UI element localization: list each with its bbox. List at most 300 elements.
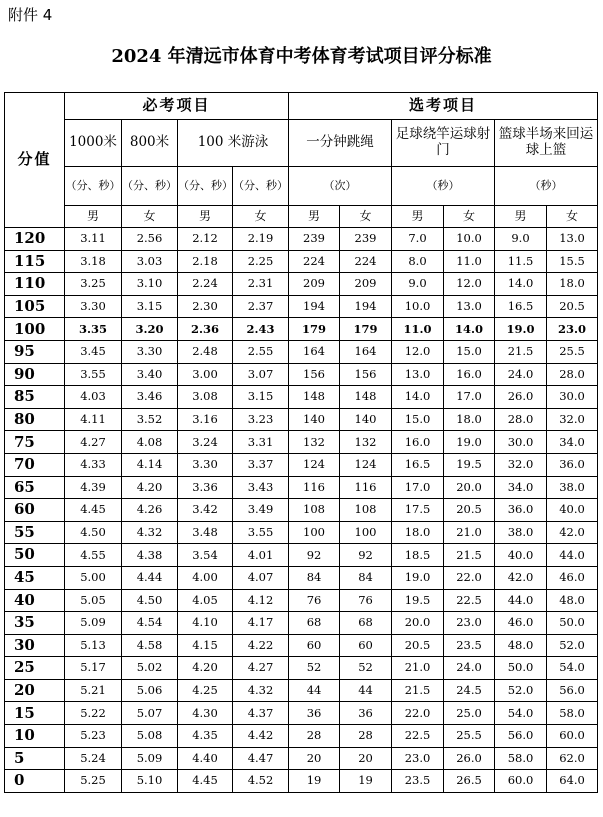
table-cell: 108 [289,499,340,522]
table-cell: 4.54 [122,612,178,635]
table-cell: 4.40 [178,747,233,770]
table-cell: 17.5 [392,499,444,522]
table-cell: 3.18 [65,250,122,273]
table-cell: 2.25 [233,250,289,273]
table-row [5,702,598,725]
table-cell: 4.10 [178,612,233,635]
table-cell: 3.46 [122,386,178,409]
table-cell: 2.48 [178,340,233,363]
table-cell: 5.02 [122,657,178,680]
table-cell: 19 [289,770,340,793]
table-cell: 8.0 [392,250,444,273]
table-cell: 46.0 [547,566,598,589]
unit-rope: （次） [289,167,392,206]
table-cell: 23.5 [444,634,495,657]
table-cell: 28 [289,725,340,748]
table-cell: 179 [289,318,340,341]
table-cell: 56.0 [547,679,598,702]
table-cell: 3.54 [178,544,233,567]
table-cell: 100 [340,521,392,544]
gender-label: 女 [444,206,495,228]
table-cell: 4.00 [178,566,233,589]
scoring-standard-table [4,92,598,793]
table-cell: 2.36 [178,318,233,341]
table-cell: 5.00 [65,566,122,589]
score-cell: 45 [5,566,65,589]
table-cell: 4.26 [122,499,178,522]
table-row [5,228,598,251]
table-cell: 194 [289,295,340,318]
table-cell: 44.0 [495,589,547,612]
score-cell: 50 [5,544,65,567]
table-cell: 4.42 [233,725,289,748]
table-cell: 156 [289,363,340,386]
table-cell: 14.0 [495,273,547,296]
score-cell: 70 [5,453,65,476]
table-cell: 4.58 [122,634,178,657]
table-row [5,476,598,499]
table-cell: 16.0 [392,431,444,454]
event-1000m-header: 1000米 [65,120,122,167]
table-cell: 7.0 [392,228,444,251]
table-cell: 3.36 [178,476,233,499]
table-cell: 30.0 [495,431,547,454]
table-cell: 3.16 [178,408,233,431]
table-cell: 42.0 [495,566,547,589]
table-cell: 36.0 [495,499,547,522]
table-cell: 3.55 [65,363,122,386]
score-cell: 5 [5,747,65,770]
table-cell: 140 [340,408,392,431]
table-cell: 12.0 [392,340,444,363]
table-cell: 22.0 [392,702,444,725]
table-cell: 25.5 [444,725,495,748]
table-cell: 5.06 [122,679,178,702]
table-row [5,747,598,770]
table-cell: 5.22 [65,702,122,725]
table-cell: 4.35 [178,725,233,748]
table-cell: 148 [289,386,340,409]
table-cell: 209 [289,273,340,296]
table-cell: 3.55 [233,521,289,544]
table-cell: 25.0 [444,702,495,725]
table-cell: 92 [289,544,340,567]
table-cell: 124 [289,453,340,476]
table-cell: 21.5 [392,679,444,702]
table-cell: 22.5 [392,725,444,748]
table-row [5,363,598,386]
score-cell: 10 [5,725,65,748]
table-cell: 50.0 [495,657,547,680]
table-cell: 2.19 [233,228,289,251]
table-cell: 4.08 [122,431,178,454]
gender-label: 女 [233,206,289,228]
table-cell: 17.0 [392,476,444,499]
table-cell: 4.22 [233,634,289,657]
table-cell: 4.32 [122,521,178,544]
table-cell: 48.0 [495,634,547,657]
table-cell: 19.0 [444,431,495,454]
event-basketball-header: 篮球半场来回运球上篮 [495,120,598,167]
table-cell: 4.03 [65,386,122,409]
score-cell: 40 [5,589,65,612]
score-cell: 65 [5,476,65,499]
score-cell: 20 [5,679,65,702]
table-cell: 36 [289,702,340,725]
table-cell: 28 [340,725,392,748]
table-cell: 108 [340,499,392,522]
table-row [5,566,598,589]
table-cell: 4.15 [178,634,233,657]
table-cell: 3.49 [233,499,289,522]
table-cell: 4.45 [65,499,122,522]
table-cell: 26.0 [495,386,547,409]
table-cell: 4.32 [233,679,289,702]
table-cell: 5.09 [65,612,122,635]
table-cell: 3.30 [122,340,178,363]
table-cell: 58.0 [547,702,598,725]
table-cell: 84 [340,566,392,589]
table-cell: 4.38 [122,544,178,567]
score-cell: 115 [5,250,65,273]
score-cell: 25 [5,657,65,680]
gender-label: 男 [178,206,233,228]
score-cell: 95 [5,340,65,363]
table-cell: 52 [340,657,392,680]
table-cell: 64.0 [547,770,598,793]
table-cell: 44 [340,679,392,702]
score-cell: 35 [5,612,65,635]
table-cell: 13.0 [547,228,598,251]
table-row [5,770,598,793]
table-cell: 4.52 [233,770,289,793]
table-row [5,431,598,454]
table-cell: 11.0 [392,318,444,341]
table-cell: 3.37 [233,453,289,476]
unit-soccer: （秒） [392,167,495,206]
table-cell: 18.0 [392,521,444,544]
table-cell: 224 [289,250,340,273]
table-cell: 3.23 [233,408,289,431]
gender-label: 男 [392,206,444,228]
table-cell: 3.30 [65,295,122,318]
table-cell: 4.17 [233,612,289,635]
table-cell: 2.37 [233,295,289,318]
table-cell: 13.0 [392,363,444,386]
table-cell: 4.20 [178,657,233,680]
table-cell: 48.0 [547,589,598,612]
table-cell: 36.0 [547,453,598,476]
table-cell: 20.5 [547,295,598,318]
score-column-header: 分值 [5,93,65,228]
table-cell: 20.0 [444,476,495,499]
table-row [5,679,598,702]
table-cell: 100 [289,521,340,544]
table-cell: 11.0 [444,250,495,273]
table-cell: 116 [340,476,392,499]
table-cell: 26.5 [444,770,495,793]
table-cell: 5.21 [65,679,122,702]
table-cell: 179 [340,318,392,341]
table-cell: 30.0 [547,386,598,409]
table-cell: 19.0 [392,566,444,589]
table-cell: 3.43 [233,476,289,499]
table-cell: 23.0 [547,318,598,341]
table-cell: 42.0 [547,521,598,544]
score-cell: 55 [5,521,65,544]
score-cell: 85 [5,386,65,409]
table-cell: 56.0 [495,725,547,748]
table-cell: 28.0 [495,408,547,431]
table-cell: 3.11 [65,228,122,251]
table-cell: 32.0 [495,453,547,476]
table-cell: 3.31 [233,431,289,454]
score-cell: 110 [5,273,65,296]
table-cell: 3.35 [65,318,122,341]
table-cell: 19.5 [392,589,444,612]
score-cell: 0 [5,770,65,793]
table-cell: 224 [340,250,392,273]
unit-800m: （分、秒） [122,167,178,206]
table-cell: 34.0 [495,476,547,499]
table-cell: 5.10 [122,770,178,793]
table-cell: 44.0 [547,544,598,567]
table-row [5,725,598,748]
gender-label: 男 [495,206,547,228]
table-cell: 14.0 [392,386,444,409]
table-row [5,273,598,296]
table-cell: 5.09 [122,747,178,770]
table-cell: 156 [340,363,392,386]
table-cell: 2.24 [178,273,233,296]
table-cell: 26.0 [444,747,495,770]
table-row [5,318,598,341]
table-cell: 5.23 [65,725,122,748]
table-cell: 4.01 [233,544,289,567]
table-row [5,499,598,522]
score-cell: 60 [5,499,65,522]
table-cell: 54.0 [495,702,547,725]
gender-label: 男 [289,206,340,228]
table-cell: 92 [340,544,392,567]
table-cell: 13.0 [444,295,495,318]
table-cell: 5.17 [65,657,122,680]
table-cell: 22.0 [444,566,495,589]
table-cell: 20 [289,747,340,770]
table-cell: 16.5 [392,453,444,476]
table-row [5,544,598,567]
table-cell: 116 [289,476,340,499]
unit-basketball: （秒） [495,167,598,206]
table-cell: 68 [289,612,340,635]
table-cell: 21.0 [392,657,444,680]
table-cell: 19.5 [444,453,495,476]
table-cell: 32.0 [547,408,598,431]
table-cell: 4.07 [233,566,289,589]
score-cell: 100 [5,318,65,341]
table-cell: 2.18 [178,250,233,273]
table-cell: 46.0 [495,612,547,635]
table-cell: 3.24 [178,431,233,454]
table-cell: 19.0 [495,318,547,341]
table-row [5,657,598,680]
table-cell: 4.14 [122,453,178,476]
score-cell: 90 [5,363,65,386]
table-cell: 76 [289,589,340,612]
table-cell: 4.47 [233,747,289,770]
table-row [5,612,598,635]
score-cell: 105 [5,295,65,318]
table-cell: 44 [289,679,340,702]
table-cell: 18.0 [444,408,495,431]
gender-label: 女 [340,206,392,228]
table-cell: 4.37 [233,702,289,725]
table-cell: 5.13 [65,634,122,657]
table-cell: 2.43 [233,318,289,341]
table-cell: 140 [289,408,340,431]
table-cell: 2.55 [233,340,289,363]
table-cell: 3.00 [178,363,233,386]
table-cell: 5.08 [122,725,178,748]
table-cell: 2.56 [122,228,178,251]
table-cell: 58.0 [495,747,547,770]
table-cell: 15.0 [392,408,444,431]
table-cell: 60.0 [547,725,598,748]
table-cell: 76 [340,589,392,612]
table-cell: 20.0 [392,612,444,635]
table-cell: 3.45 [65,340,122,363]
table-cell: 38.0 [547,476,598,499]
gender-label: 女 [122,206,178,228]
table-cell: 25.5 [547,340,598,363]
table-cell: 22.5 [444,589,495,612]
table-cell: 3.20 [122,318,178,341]
table-cell: 2.31 [233,273,289,296]
table-cell: 60 [289,634,340,657]
table-cell: 38.0 [495,521,547,544]
table-cell: 4.33 [65,453,122,476]
table-cell: 5.07 [122,702,178,725]
table-cell: 4.30 [178,702,233,725]
table-cell: 24.0 [444,657,495,680]
table-cell: 148 [340,386,392,409]
table-row [5,521,598,544]
table-cell: 54.0 [547,657,598,680]
table-cell: 4.50 [122,589,178,612]
table-cell: 4.27 [233,657,289,680]
table-row [5,453,598,476]
gender-label: 男 [65,206,122,228]
table-row [5,408,598,431]
table-cell: 21.0 [444,521,495,544]
table-cell: 239 [340,228,392,251]
table-cell: 60.0 [495,770,547,793]
table-cell: 40.0 [495,544,547,567]
table-cell: 16.0 [444,363,495,386]
table-cell: 9.0 [392,273,444,296]
table-cell: 3.08 [178,386,233,409]
table-cell: 15.0 [444,340,495,363]
table-cell: 4.20 [122,476,178,499]
table-cell: 4.45 [178,770,233,793]
table-cell: 164 [289,340,340,363]
table-cell: 23.5 [392,770,444,793]
table-cell: 28.0 [547,363,598,386]
table-cell: 50.0 [547,612,598,635]
table-cell: 4.12 [233,589,289,612]
annex-label: 附件 4 [8,6,53,24]
table-cell: 20.5 [444,499,495,522]
score-cell: 120 [5,228,65,251]
table-cell: 164 [340,340,392,363]
table-cell: 23.0 [444,612,495,635]
table-cell: 52.0 [547,634,598,657]
score-cell: 30 [5,634,65,657]
optional-events-header: 选考项目 [289,93,598,120]
document-title: 2024 年清远市体育中考体育考试项目评分标准 [111,46,492,67]
event-rope-header: 一分钟跳绳 [289,120,392,167]
table-cell: 3.15 [122,295,178,318]
table-cell: 60 [340,634,392,657]
table-cell: 3.48 [178,521,233,544]
table-cell: 10.0 [392,295,444,318]
score-rows [5,228,598,793]
table-cell: 84 [289,566,340,589]
required-events-header: 必考项目 [65,93,289,120]
table-cell: 16.5 [495,295,547,318]
score-cell: 80 [5,408,65,431]
table-cell: 40.0 [547,499,598,522]
unit-1000m: （分、秒） [65,167,122,206]
table-cell: 3.42 [178,499,233,522]
table-cell: 10.0 [444,228,495,251]
table-cell: 34.0 [547,431,598,454]
table-cell: 9.0 [495,228,547,251]
unit-swim-male: （分、秒） [178,167,233,206]
table-cell: 124 [340,453,392,476]
table-cell: 3.03 [122,250,178,273]
table-cell: 3.40 [122,363,178,386]
table-cell: 4.11 [65,408,122,431]
table-cell: 209 [340,273,392,296]
table-row [5,634,598,657]
table-cell: 18.0 [547,273,598,296]
event-soccer-header: 足球绕竿运球射门 [392,120,495,167]
table-cell: 17.0 [444,386,495,409]
table-cell: 5.25 [65,770,122,793]
table-cell: 18.5 [392,544,444,567]
table-cell: 23.0 [392,747,444,770]
table-cell: 4.25 [178,679,233,702]
table-cell: 24.5 [444,679,495,702]
table-cell: 14.0 [444,318,495,341]
table-cell: 20.5 [392,634,444,657]
gender-label: 女 [547,206,598,228]
table-row [5,340,598,363]
table-cell: 2.12 [178,228,233,251]
table-cell: 3.10 [122,273,178,296]
table-cell: 2.30 [178,295,233,318]
table-cell: 3.30 [178,453,233,476]
table-cell: 3.07 [233,363,289,386]
event-swim-header: 100 米游泳 [178,120,289,167]
table-row [5,589,598,612]
table-cell: 194 [340,295,392,318]
table-row [5,250,598,273]
table-cell: 4.50 [65,521,122,544]
table-cell: 132 [340,431,392,454]
table-cell: 132 [289,431,340,454]
